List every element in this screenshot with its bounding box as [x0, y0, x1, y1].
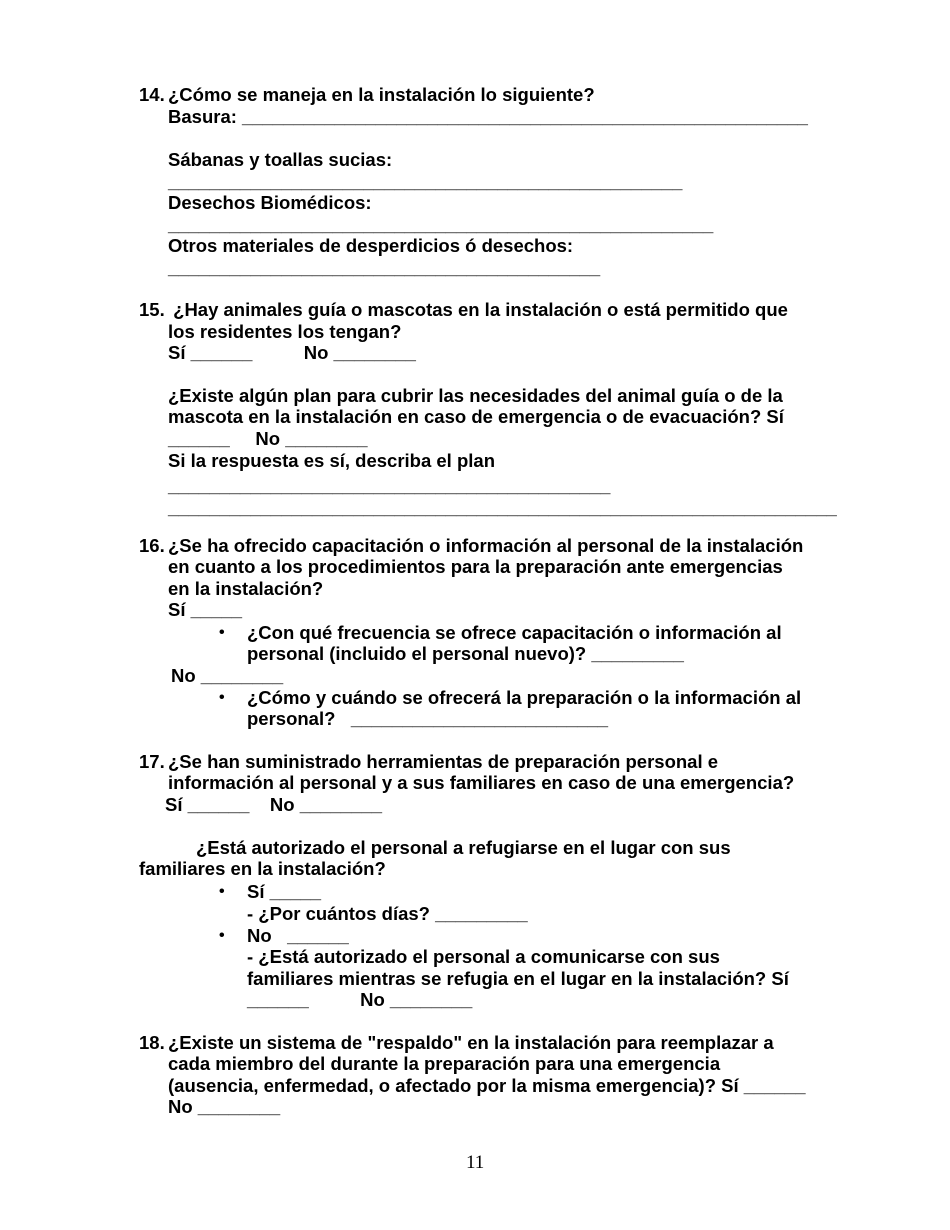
- q16-bullet2-line2[interactable]: personal? _________________________: [247, 708, 609, 729]
- q15-plan-line1: ¿Existe algún plan para cubrir las necesidades del animal guía o de la: [168, 385, 783, 406]
- q14-desechos-blank[interactable]: _____________________________________________________: [168, 214, 714, 235]
- q17-si-field[interactable]: Sí _____: [247, 881, 322, 902]
- page-number: 11: [466, 1152, 485, 1173]
- q16-bullet2-line1: ¿Cómo y cuándo se ofrecerá la preparación o la información al: [247, 687, 802, 708]
- q17-number: 17.: [139, 751, 165, 772]
- q14-otros-blank[interactable]: __________________________________________: [168, 257, 601, 278]
- q15-plan-line2: mascota en la instalación en caso de emergencia o de evacuación? Sí: [168, 406, 784, 427]
- q17-comm-si-no-field[interactable]: ______ No ________: [247, 989, 473, 1010]
- q15-plan-si-no-field[interactable]: ______ No ________: [168, 428, 368, 449]
- q15-line2: los residentes los tengan?: [168, 321, 402, 342]
- q16-line1: ¿Se ha ofrecido capacitación o información al personal de la instalación: [168, 535, 804, 556]
- q16-bullet-2: •: [219, 689, 225, 706]
- q17-comm-line2: familiares mientras se refugia en el lugar en la instalación? Sí: [247, 968, 789, 989]
- q14-desechos-label: Desechos Biomédicos:: [168, 192, 372, 213]
- q18-line3-si-field[interactable]: (ausencia, enfermedad, o afectado por la misma emergencia)? Sí ______: [168, 1075, 806, 1096]
- q18-line1: ¿Existe un sistema de "respaldo" en la instalación para reemplazar a: [168, 1032, 774, 1053]
- q17-comm-line1: - ¿Está autorizado el personal a comunicarse con sus: [247, 946, 720, 967]
- q16-bullet-1: •: [219, 624, 225, 641]
- q16-line3: en la instalación?: [168, 578, 324, 599]
- q17-dias-field[interactable]: - ¿Por cuántos días? _________: [247, 903, 528, 924]
- q17-bullet-si: •: [219, 883, 225, 900]
- q14-otros-label: Otros materiales de desperdicios ó desechos:: [168, 235, 574, 256]
- q17-bullet-no: •: [219, 927, 225, 944]
- q15-line1: ¿Hay animales guía o mascotas en la instalación o está permitido que: [168, 299, 788, 320]
- q16-bullet1-line1: ¿Con qué frecuencia se ofrece capacitación o información al: [247, 622, 782, 643]
- q16-number: 16.: [139, 535, 165, 556]
- q15-describe-blank-1[interactable]: ___________________________________________: [168, 475, 611, 496]
- q18-no-field[interactable]: No ________: [168, 1096, 281, 1117]
- q15-describe-label: Si la respuesta es sí, describa el plan: [168, 450, 495, 471]
- q18-line2: cada miembro del durante la preparación para una emergencia: [168, 1053, 721, 1074]
- q17-auth-line1: ¿Está autorizado el personal a refugiarse en el lugar con sus: [196, 837, 731, 858]
- q16-si-field[interactable]: Sí _____: [168, 599, 243, 620]
- q17-line1: ¿Se han suministrado herramientas de preparación personal e: [168, 751, 719, 772]
- q17-line2: información al personal y a sus familiares en caso de una emergencia?: [168, 772, 795, 793]
- q16-bullet1-line2[interactable]: personal (incluido el personal nuevo)? _________: [247, 643, 684, 664]
- q14-sabanas-label: Sábanas y toallas sucias:: [168, 149, 393, 170]
- q14-basura-field[interactable]: Basura: _______________________________________________________: [168, 106, 808, 127]
- q14-number: 14.: [139, 84, 165, 105]
- q16-line2: en cuanto a los procedimientos para la preparación ante emergencias: [168, 556, 783, 577]
- q15-number: 15.: [139, 299, 165, 320]
- q17-si-no-field[interactable]: Sí ______ No ________: [165, 794, 383, 815]
- q16-no-field[interactable]: No ________: [171, 665, 284, 686]
- q15-si-no-field[interactable]: Sí ______ No ________: [168, 342, 416, 363]
- q17-no-field[interactable]: No ______: [247, 925, 349, 946]
- q14-title: ¿Cómo se maneja en la instalación lo siguiente?: [168, 84, 595, 105]
- q14-sabanas-blank[interactable]: __________________________________________________: [168, 171, 683, 192]
- q17-auth-line2: familiares en la instalación?: [139, 858, 386, 879]
- q18-number: 18.: [139, 1032, 165, 1053]
- q15-describe-blank-2[interactable]: _________________________________________________________________: [168, 497, 837, 518]
